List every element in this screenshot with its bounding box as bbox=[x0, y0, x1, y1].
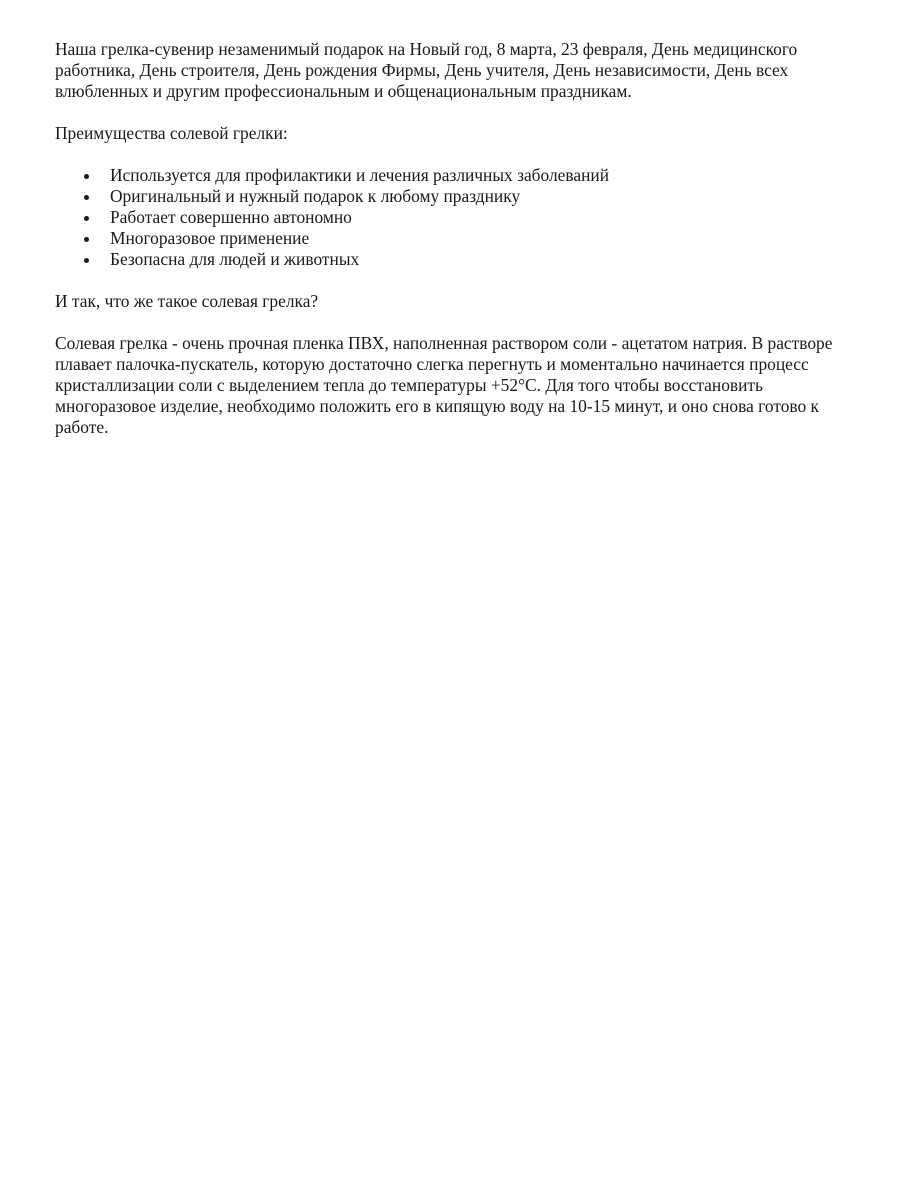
list-item-text: Используется для профилактики и лечения различных заболеваний bbox=[110, 165, 610, 185]
question-paragraph: И так, что же такое солевая грелка? bbox=[55, 291, 319, 311]
description-paragraph: Солевая грелка - очень прочная пленка ПВХ, наполненная раствором соли - ацетатом натрия. В растворе плавает палочка-пускатель, которую достаточно слегка перегнуть и моментально начинается процесс кристаллизации соли с выделением тепла до температуры +52°C. Для того чтобы восстановить многоразовое изделие, необходимо положить его в кипящую воду на 10-15 минут, и оно снова готово к работе. bbox=[55, 333, 833, 437]
bullet-icon bbox=[84, 195, 89, 200]
list-item-text: Работает совершенно автономно bbox=[110, 207, 352, 227]
bullet-icon bbox=[84, 216, 89, 221]
list-item bbox=[55, 186, 855, 207]
intro-paragraph: Наша грелка-сувенир незаменимый подарок на Новый год, 8 марта, 23 февраля, День медицинского работника, День строителя, День рождения Фирмы, День учителя, День независимости, День всех влюбленных и другим профессиональным и общенациональным праздникам. bbox=[55, 39, 798, 101]
bullet-icon bbox=[84, 174, 89, 179]
list-item-text: Безопасна для людей и животных bbox=[110, 249, 360, 269]
advantages-list bbox=[55, 165, 855, 270]
list-item-text: Многоразовое применение bbox=[110, 228, 310, 248]
list-item bbox=[55, 165, 855, 186]
list-item bbox=[55, 228, 855, 249]
list-item bbox=[55, 249, 855, 270]
advantages-heading: Преимущества солевой грелки: bbox=[55, 123, 288, 143]
document-page bbox=[55, 39, 855, 459]
list-item-text: Оригинальный и нужный подарок к любому празднику bbox=[110, 186, 521, 206]
list-item bbox=[55, 207, 855, 228]
bullet-icon bbox=[84, 237, 89, 242]
bullet-icon bbox=[84, 258, 89, 263]
